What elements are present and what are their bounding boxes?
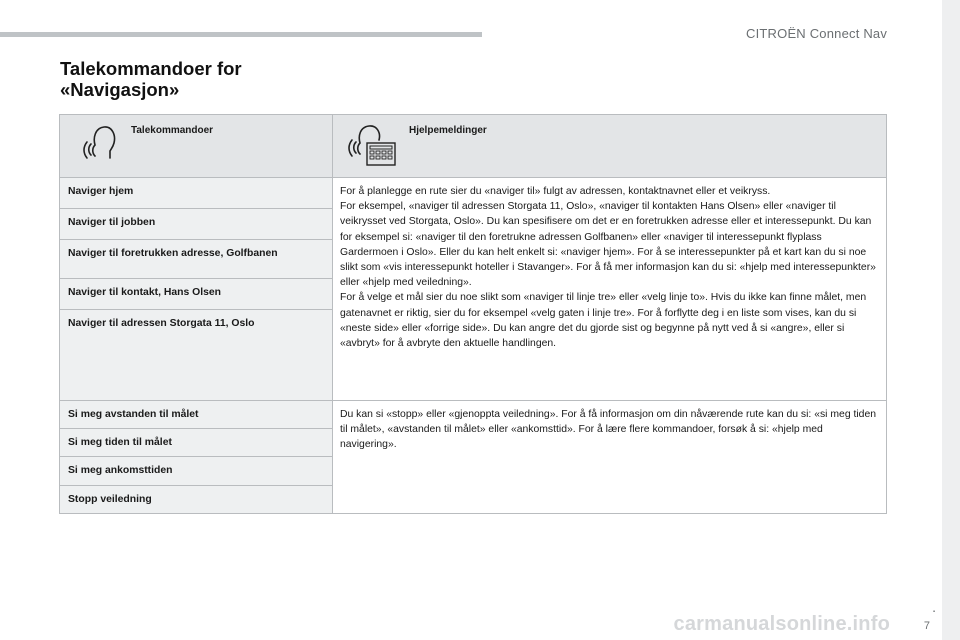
column-header-help: Hjelpemeldinger xyxy=(409,125,487,136)
header-cell-commands xyxy=(60,115,333,178)
help-message-icon xyxy=(347,123,399,167)
command-cell: Stopp veiledning xyxy=(60,485,333,513)
help-text: For eksempel, «naviger til adressen Storgata 11, Oslo», «naviger til kontakten Hans Olsen» eller «naviger til veikrysset ved Storgata, Oslo». Du kan spesifisere om det er en foretrukken adresse eller et interessepunkt. Du kan for eksempel si: «naviger til den foretrukne adressen Golfbanen» eller «naviger til interessepunkt flyplass Gardermoen i Oslo». Eller du kan helt enkelt si: «naviger hjem». For å se interessepunkter på et kart kan du si noe slikt som «vis interessepunkt hoteller i Stavanger». For å få mer informasjon kan du si: «hjelp med interessepunkter» eller «hjelp med veiledning». xyxy=(340,201,876,289)
brand-label: CITROËN Connect Nav xyxy=(746,26,888,41)
voice-command-icon xyxy=(82,123,118,163)
help-text: For å planlegge en rute sier du «naviger til» fulgt av adressen, kontaktnavnet eller et veikryss. xyxy=(340,186,771,197)
command-cell: Naviger til kontakt, Hans Olsen xyxy=(60,279,333,310)
page-number: 7 xyxy=(923,620,930,632)
command-cell: Naviger hjem xyxy=(60,178,333,209)
help-cell xyxy=(333,178,887,401)
help-text: For å velge et mål sier du noe slikt som «naviger til linje tre» eller «velg linje to». Hvis du ikke kan finne målet, men gatenavnet er riktig, sier du for eksempel «velg gaten i linje tre». For å forflytte deg i en liste som vises, kan du si «neste side» eller «forrige side». Du kan angre det du gjorde sist og begynne på nytt ved å si «angre», eller si «avbryt» for å avbryte den aktuelle handlingen. xyxy=(340,292,867,350)
side-strip xyxy=(942,0,960,640)
top-decor-bar xyxy=(0,32,482,37)
table-header-row xyxy=(60,115,887,178)
command-cell: Si meg ankomsttiden xyxy=(60,457,333,485)
watermark: carmanualsonline.info xyxy=(673,613,890,635)
command-cell: Naviger til jobben xyxy=(60,209,333,240)
help-text: Du kan si «stopp» eller «gjenoppta veiledning». For å få informasjon om din nåværende rute kan du si: «si meg tiden til målet», «avstanden til målet» eller «ankomsttid». For å lære flere kommandoer, forsøk å si: «hjelp med navigering». xyxy=(340,409,877,451)
page-dot: . xyxy=(932,599,936,615)
command-cell: Si meg avstanden til målet xyxy=(60,401,333,429)
command-cell: Si meg tiden til målet xyxy=(60,429,333,457)
voice-command-table xyxy=(59,114,887,514)
header-cell-help xyxy=(333,115,887,178)
command-cell: Naviger til adressen Storgata 11, Oslo xyxy=(60,310,333,401)
table-row xyxy=(60,178,887,209)
help-cell xyxy=(333,401,887,514)
page-title-line-1: Talekommandoer for xyxy=(60,58,242,79)
command-cell: Naviger til foretrukken adresse, Golfbanen xyxy=(60,240,333,279)
page-title xyxy=(60,58,242,100)
page-title-line-2: «Navigasjon» xyxy=(60,79,180,100)
table-row xyxy=(60,401,887,429)
column-header-commands: Talekommandoer xyxy=(131,125,214,136)
